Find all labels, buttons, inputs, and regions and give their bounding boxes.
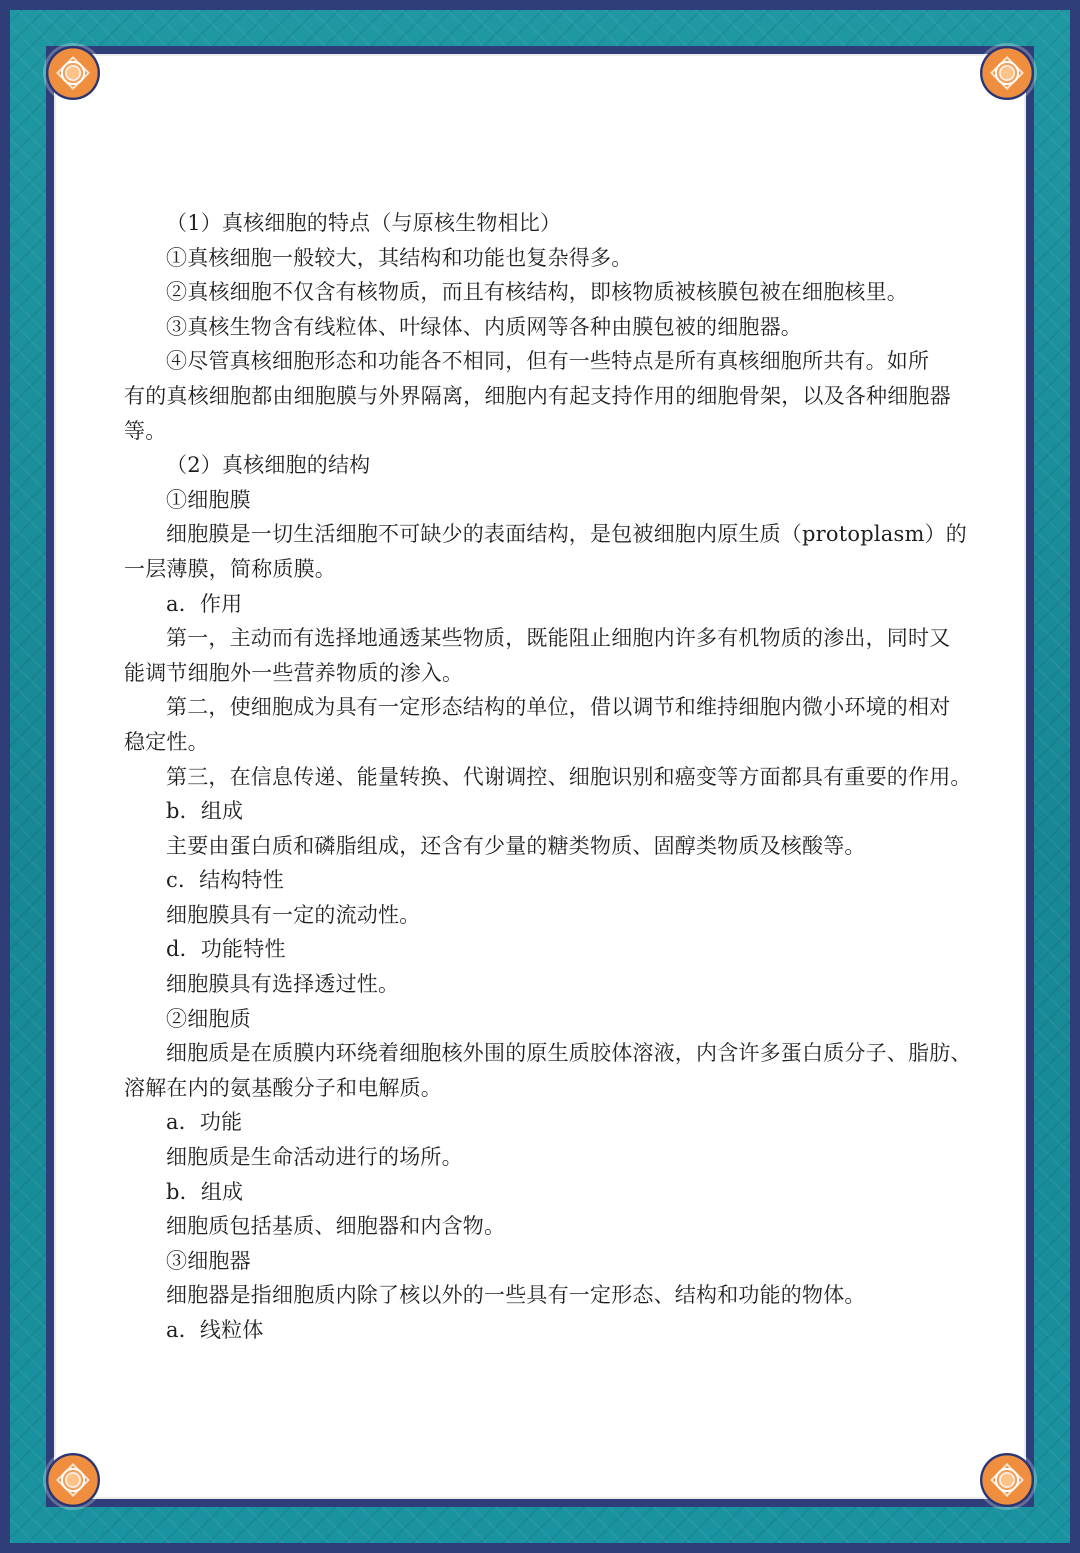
text-line: 稳定性。	[124, 729, 209, 754]
subheading-line: ①细胞膜	[166, 487, 251, 512]
text-line: ②真核细胞不仅含有核物质，而且有核结构，即核物质被核膜包被在细胞核里。	[166, 280, 908, 305]
section-heading-line: （1）真核细胞的特点（与原核生物相比）	[166, 211, 562, 235]
subheading-line: d．功能特性	[166, 937, 286, 962]
subheading-line: c．结构特性	[166, 868, 284, 893]
text-line: 细胞器是指细胞质内除了核以外的一些具有一定形态、结构和功能的物体。	[166, 1283, 866, 1308]
text-line: 溶解在内的氨基酸分子和电解质。	[124, 1075, 442, 1100]
section-heading-line: （2）真核细胞的结构	[166, 453, 371, 478]
text-line: ③真核生物含有线粒体、叶绿体、内质网等各种由膜包被的细胞器。	[166, 314, 802, 339]
subheading-line: a．作用	[166, 591, 243, 616]
text-line: 细胞质包括基质、细胞器和内含物。	[166, 1214, 506, 1239]
text-line: 能调节细胞外一些营养物质的渗入。	[124, 660, 464, 685]
subheading-line: b．组成	[166, 1179, 244, 1204]
text-line: 细胞质是在质膜内环绕着细胞核外围的原生质胶体溶液，内含许多蛋白质分子、脂肪、	[166, 1041, 972, 1066]
page-content-area	[46, 46, 1034, 1507]
ornament-icon	[980, 1453, 1034, 1507]
text-line: 细胞质是生命活动进行的场所。	[166, 1145, 463, 1170]
text-line: ④尽管真核细胞形态和功能各不相同，但有一些特点是所有真核细胞所共有。如所	[166, 349, 930, 374]
text-line: ①真核细胞一般较大，其结构和功能也复杂得多。	[166, 245, 633, 270]
text-line: 第二，使细胞成为具有一定形态结构的单位，借以调节和维持细胞内微小环境的相对	[166, 695, 951, 720]
text-line: 细胞膜具有一定的流动性。	[166, 902, 421, 927]
subheading-line: b．组成	[166, 799, 244, 824]
text-line: 有的真核细胞都由细胞膜与外界隔离，细胞内有起支持作用的细胞骨架，以及各种细胞器	[124, 383, 951, 408]
document-body	[124, 206, 972, 1348]
subheading-line: a．线粒体	[166, 1318, 264, 1342]
text-line: 等。	[124, 418, 167, 443]
ornament-icon	[980, 46, 1034, 100]
subheading-line: a．功能	[166, 1110, 243, 1135]
text-line: 一层薄膜，简称质膜。	[124, 556, 336, 581]
text-line: 细胞膜是一切生活细胞不可缺少的表面结构，是包被细胞内原生质（protoplasm）的	[166, 522, 967, 547]
text-line: 细胞膜具有选择透过性。	[166, 972, 400, 997]
subheading-line: ②细胞质	[166, 1006, 251, 1031]
ornament-icon	[46, 1453, 100, 1507]
text-line: 第三，在信息传递、能量转换、代谢调控、细胞识别和癌变等方面都具有重要的作用。	[166, 764, 972, 789]
ornament-icon	[46, 46, 100, 100]
text-line: 主要由蛋白质和磷脂组成，还含有少量的糖类物质、固醇类物质及核酸等。	[166, 833, 866, 858]
subheading-line: ③细胞器	[166, 1248, 251, 1273]
text-line: 第一，主动而有选择地通透某些物质，既能阻止细胞内许多有机物质的渗出，同时又	[166, 626, 951, 651]
